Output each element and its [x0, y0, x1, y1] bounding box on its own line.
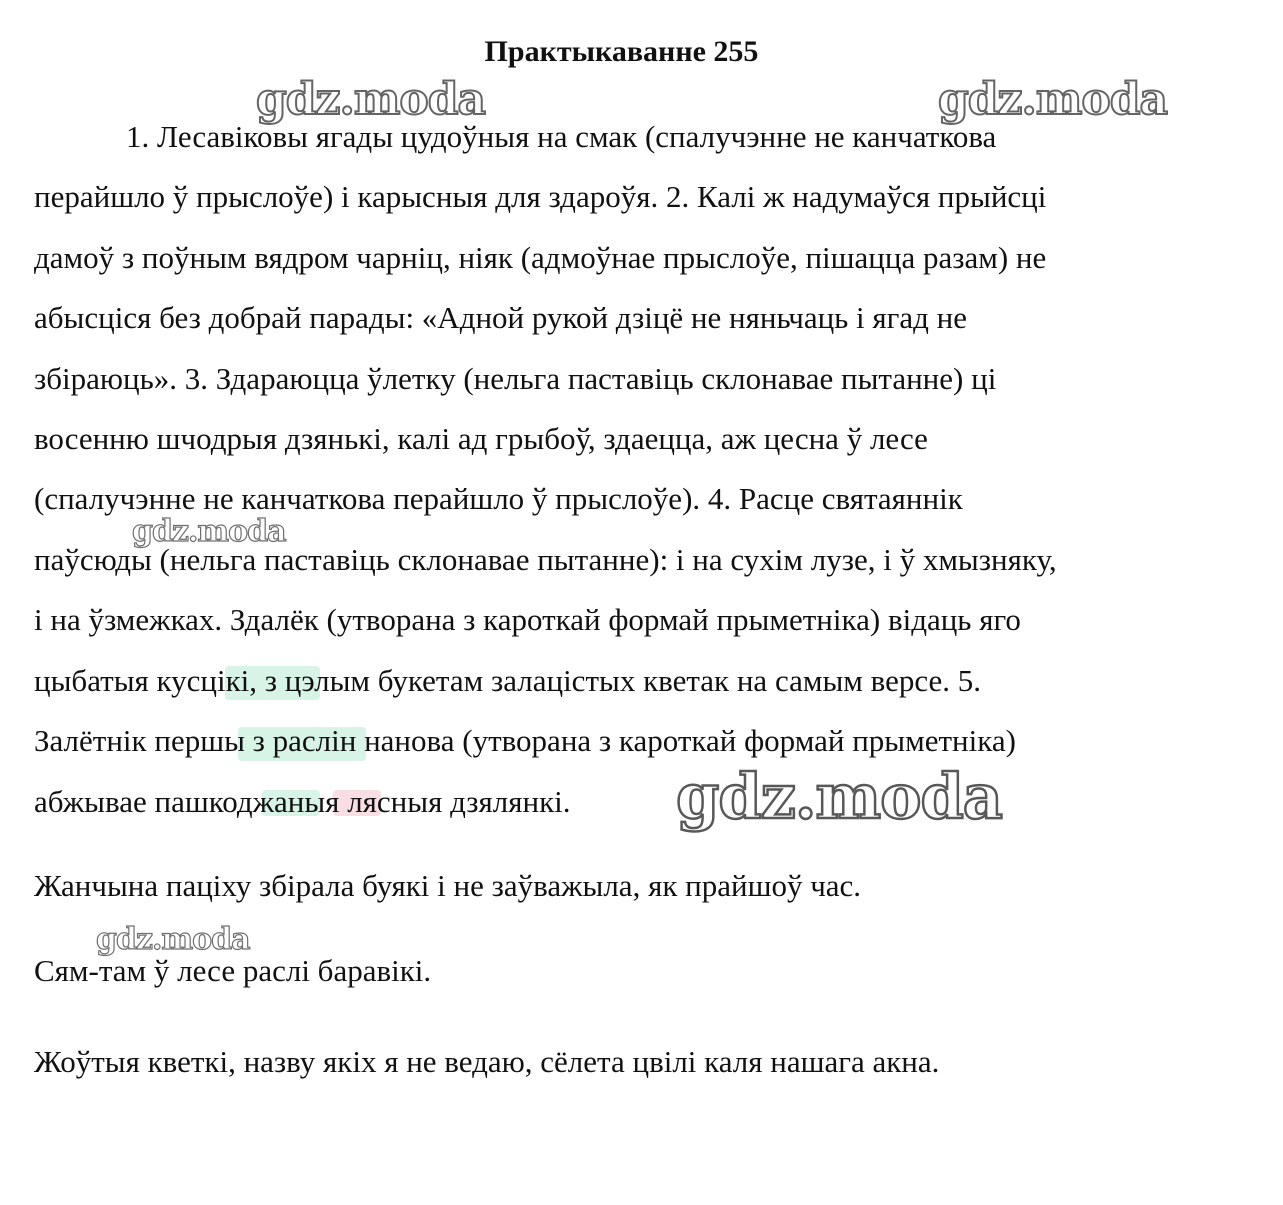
watermark: gdz.moda [132, 514, 286, 549]
paragraph-line: 1. Лесавіковы ягады цудоўныя на смак (спалучэнне не канчаткова [126, 119, 997, 154]
watermark: gdz.moda [676, 760, 1002, 833]
paragraph-line: абысціся без добрай парады: «Адной рукой дзіцё не няньчаць і ягад не [34, 300, 968, 335]
watermark: gdz.moda [938, 74, 1168, 125]
example-sentence: Жоўтыя кветкі, назву якіх я не ведаю, сёлета цвілі каля нашага акна. [34, 1044, 940, 1079]
example-sentence: Жанчына паціху збірала буякі і не заўважыла, як прайшоў час. [34, 868, 862, 903]
example-sentence: Сям-там ў лесе раслі баравікі. [34, 953, 432, 988]
watermark: gdz.moda [256, 74, 486, 125]
paragraph-line: абжывае пашкоджаныя лясныя дзялянкі. [34, 784, 571, 819]
paragraph-line: збіраюць». 3. Здараюцца ўлетку (нельга паставіць склонавае пытанне) ці [34, 361, 997, 396]
paragraph-line: паўсюды (нельга паставіць склонавае пытанне): і на сухім лузе, і ў хмызняку, [34, 542, 1057, 577]
page-title: Практыкаванне 255 [484, 35, 759, 68]
paragraph-line: (спалучэнне не канчаткова перайшло ў прыслоўе). 4. Расце святаяннік [34, 481, 963, 516]
paragraph-line: і на ўзмежках. Здалёк (утворана з кароткай формай прыметніка) відаць яго [34, 602, 1021, 637]
watermark: gdz.moda [96, 922, 250, 957]
paragraph-line: дамоў з поўным вядром чарніц, ніяк (адмоўнае прыслоўе, пішацца разам) не [34, 240, 1047, 275]
paragraph-line: перайшло ў прыслоўе) і карысныя для здароўя. 2. Калі ж надумаўся прыйсці [34, 179, 1047, 214]
paragraph-line: восенню шчодрыя дзянькі, калі ад грыбоў, здаецца, аж цесна ў лесе [34, 421, 928, 456]
paragraph-line: цыбатыя кусцікі, з цэлым букетам залацістых кветак на самым версе. 5. [34, 663, 982, 698]
paragraph-line: Залётнік першы з раслін нанова (утворана з кароткай формай прыметніка) [34, 723, 1016, 758]
